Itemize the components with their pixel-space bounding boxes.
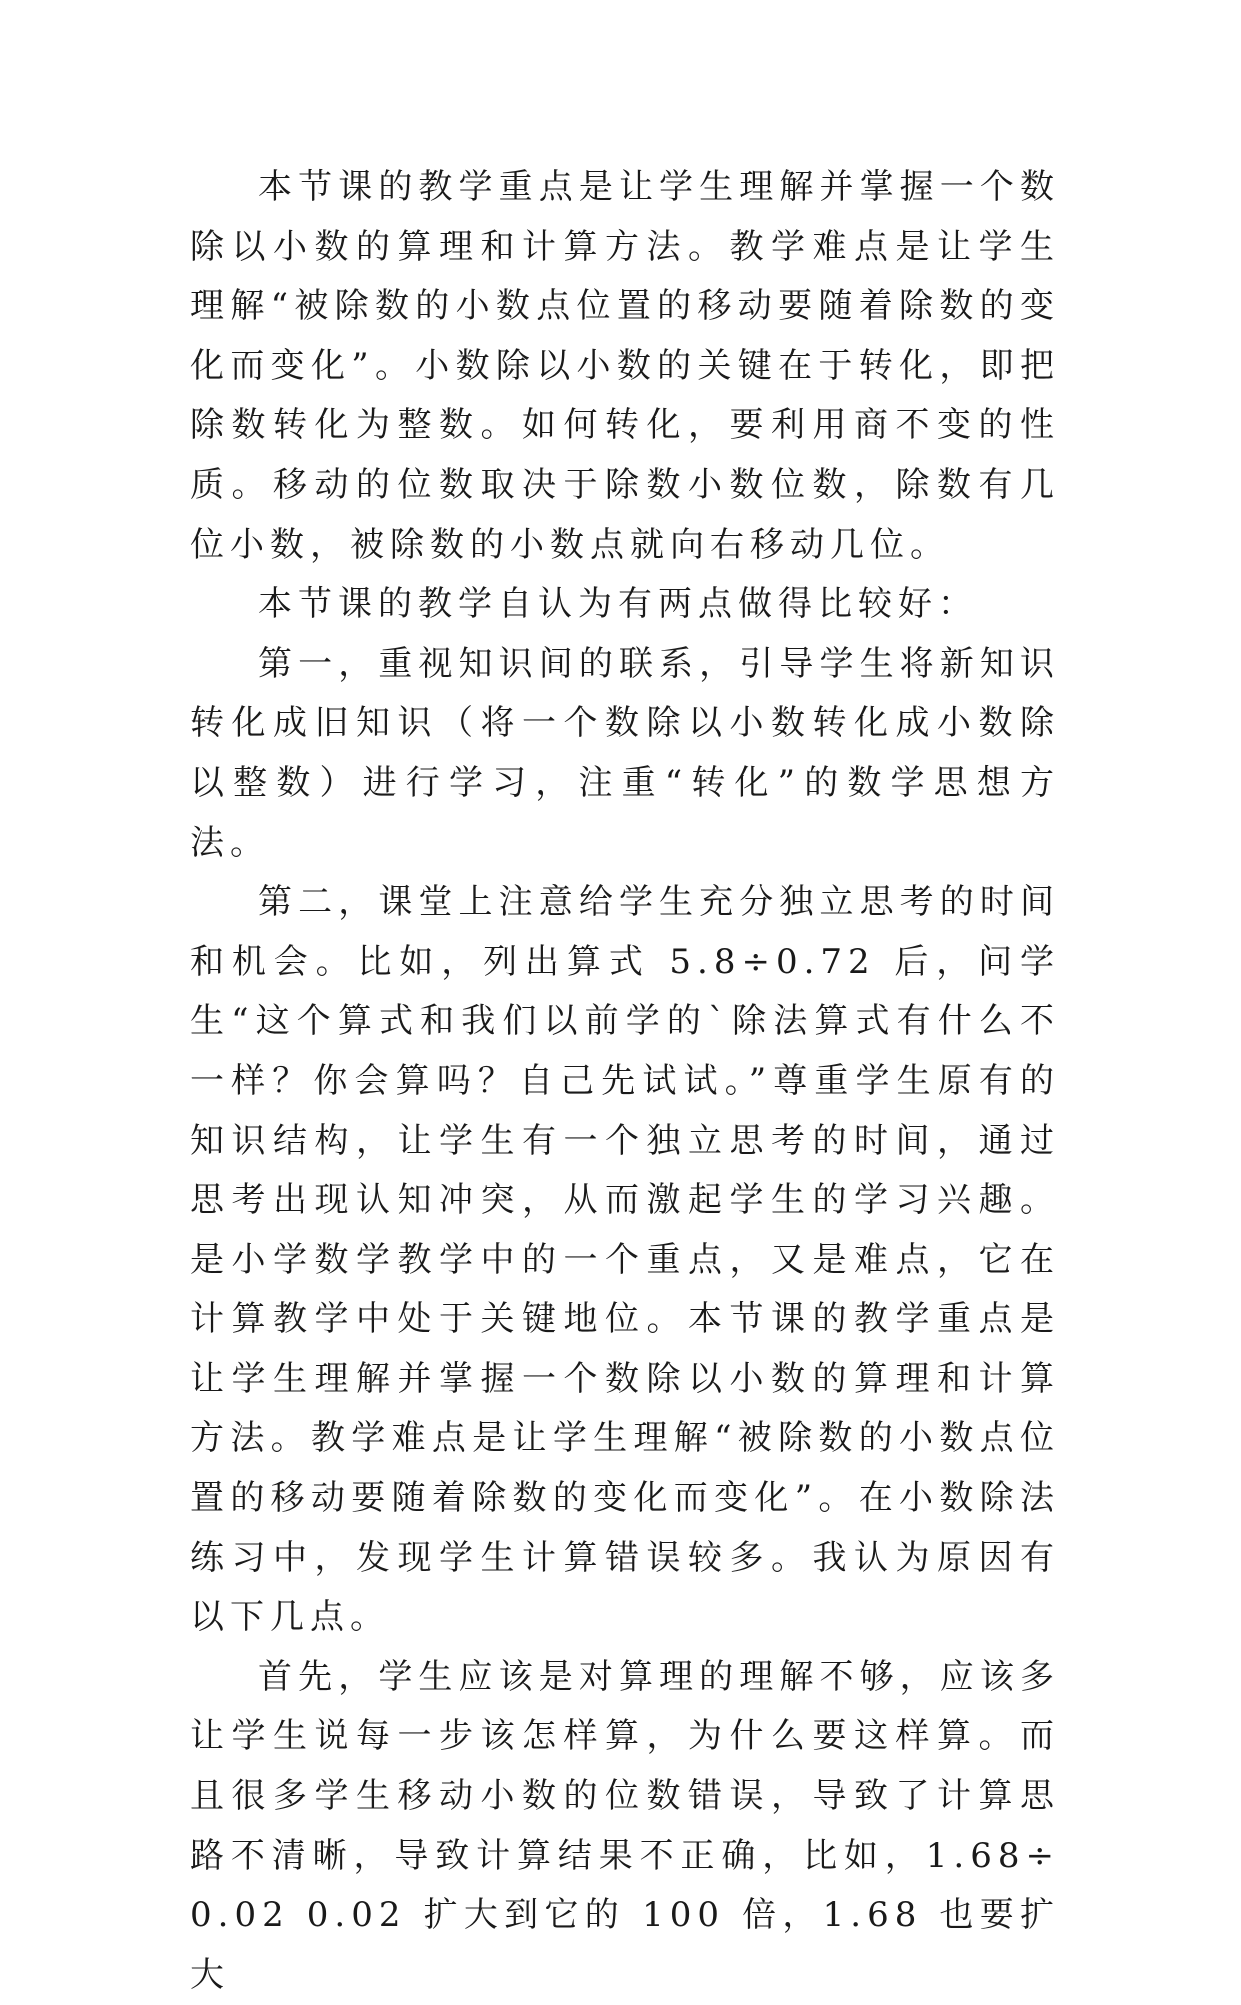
paragraph-point-two: 第二，课堂上注意给学生充分独立思考的时间和机会。比如，列出算式 5.8÷0.72 后，问学生“这个算式和我们以前学的`除法算式有什么不一样？你会算吗？自己先试试。”尊重学生原有的知识结构，让学生有一个独立思考的时间，通过思考出现认知冲突，从而激起学生的学习兴趣。是小学数学教学中的一个重点，又是难点，它在计算教学中处于关键地位。本节课的教学重点是让学生理解并掌握一个数除以小数的算理和计算方法。教学难点是让学生理解“被除数的小数点位置的移动要随着除数的变化而变化”。在小数除法练习中，发现学生计算错误较多。我认为原因有以下几点。 <box>190 882 1060 1638</box>
document-body <box>190 158 1060 2005</box>
paragraph-first-reason: 首先，学生应该是对算理的理解不够，应该多让学生说每一步该怎样算，为什么要这样算。而且很多学生移动小数的位数错误，导致了计算思路不清晰，导致计算结果不正确，比如，1.68÷0.02 0.02 扩大到它的 100 倍，1.68 也要扩大 <box>190 1656 1060 1995</box>
paragraph-strengths-intro: 本节课的教学自认为有两点做得比较好： <box>258 584 978 625</box>
paragraph-teaching-focus: 本节课的教学重点是让学生理解并掌握一个数除以小数的算理和计算方法。教学难点是让学生理解“被除数的小数点位置的移动要随着除数的变化而变化”。小数除以小数的关键在于转化，即把除数转化为整数。如何转化，要利用商不变的性质。移动的位数取决于除数小数位数，除数有几位小数，被除数的小数点就向右移动几位。 <box>190 167 1060 565</box>
paragraph-point-one: 第一，重视知识间的联系，引导学生将新知识转化成旧知识（将一个数除以小数转化成小数除以整数）进行学习，注重“转化”的数学思想方法。 <box>190 643 1060 863</box>
